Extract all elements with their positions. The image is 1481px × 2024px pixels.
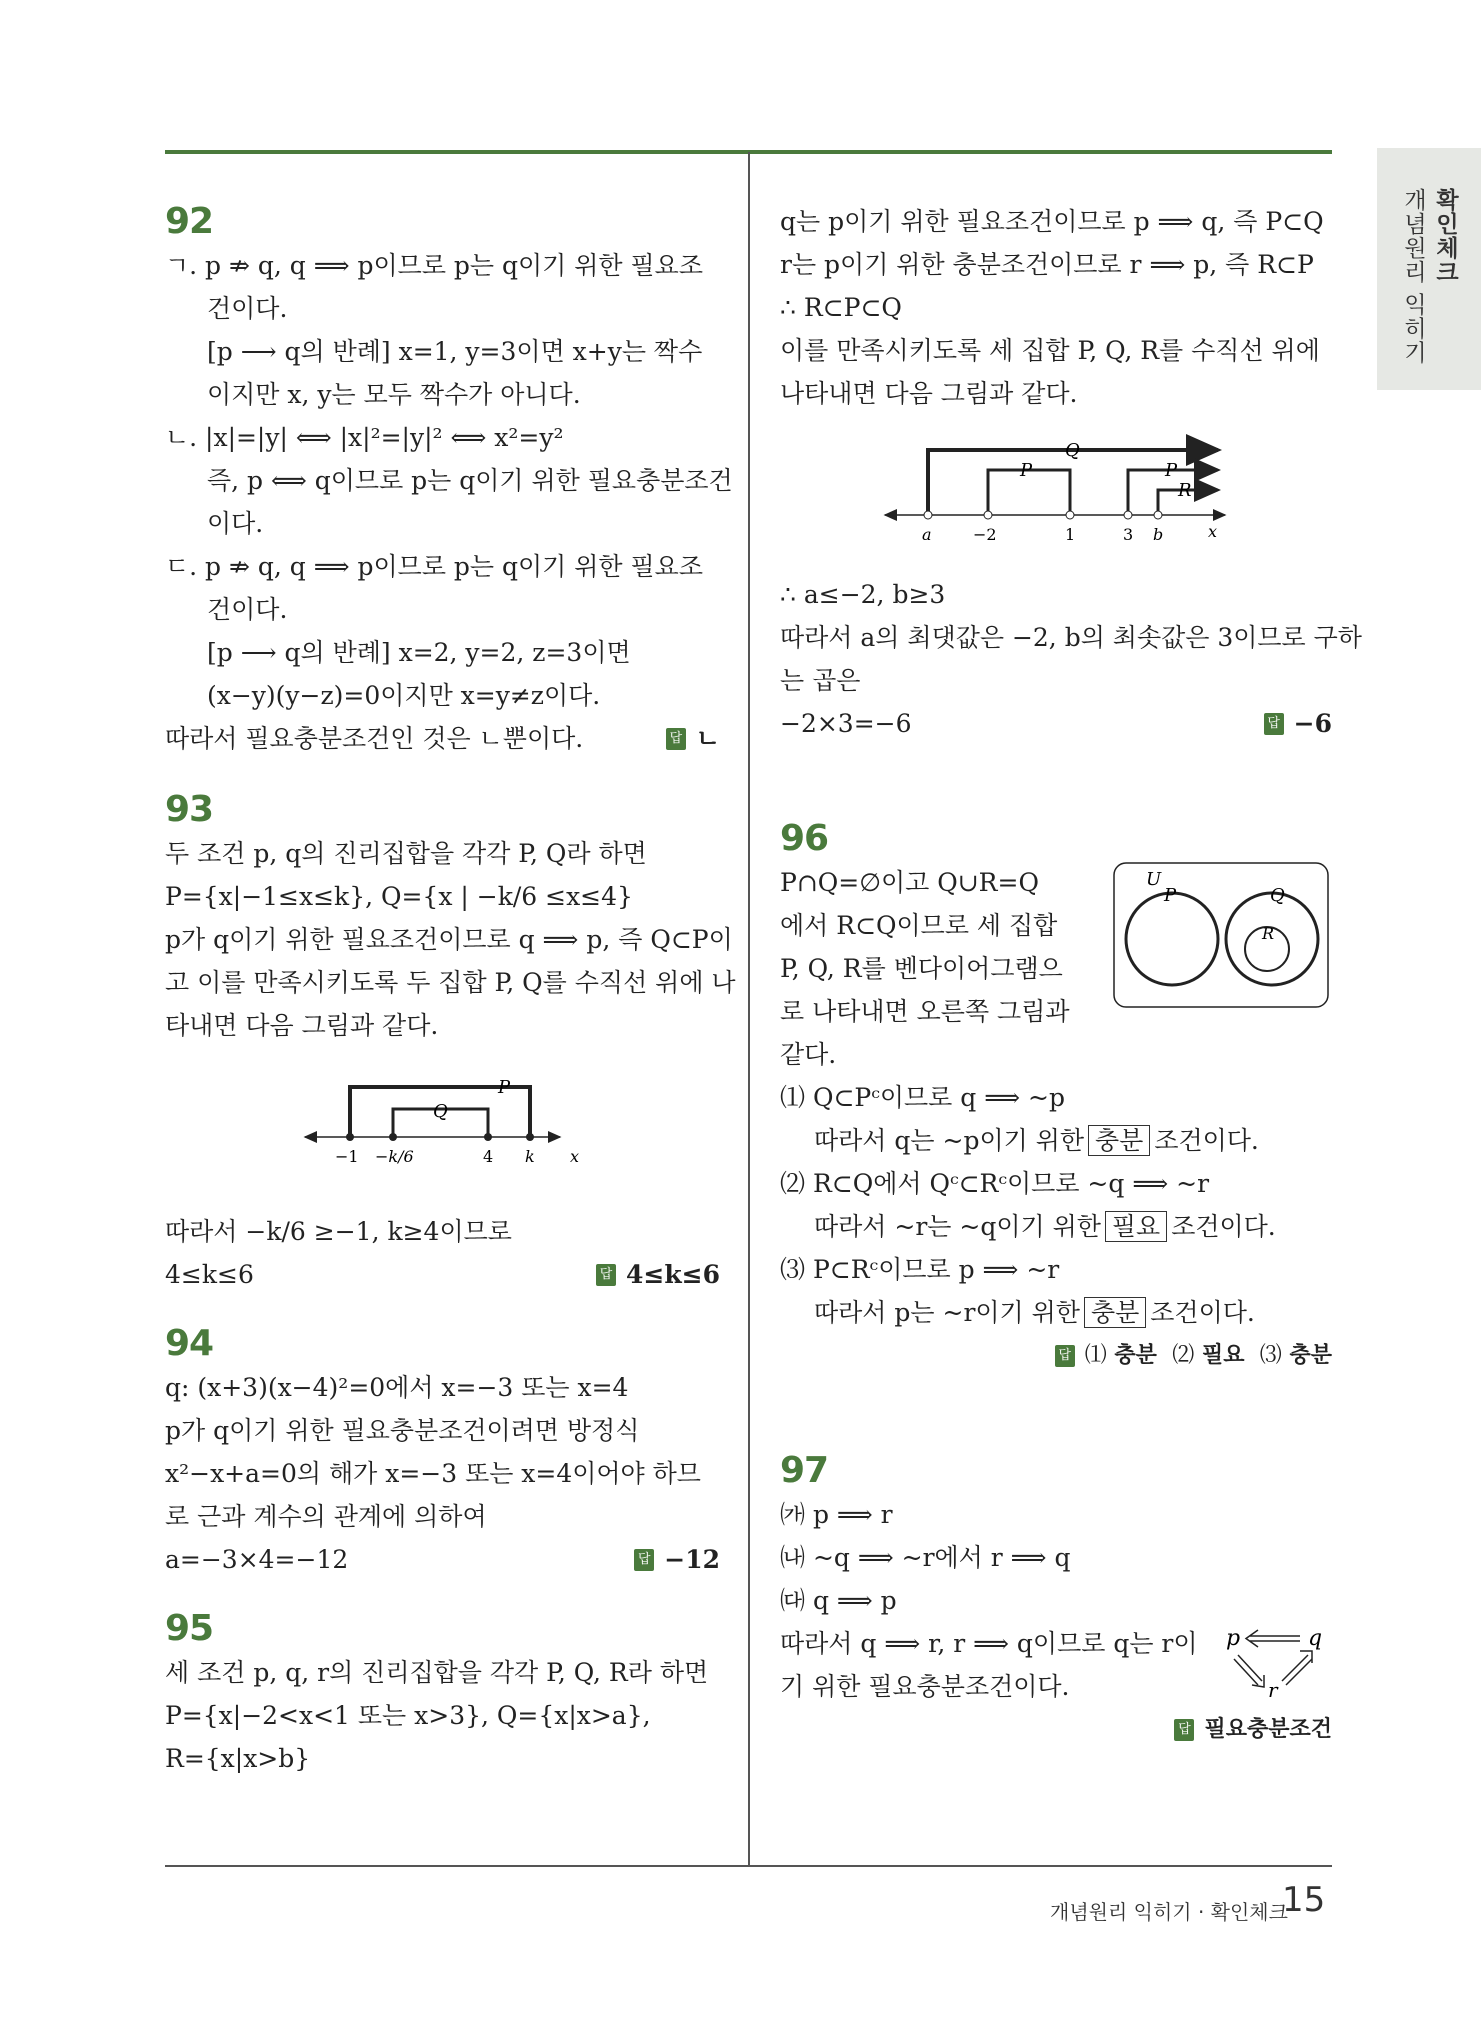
text-line: 건이다. bbox=[207, 294, 288, 323]
text-line: ⑴ Q⊂Pᶜ이므로 q ⟹ ~p bbox=[780, 1083, 1065, 1112]
venn-diagram bbox=[1112, 861, 1332, 1011]
text-line: ㈎ p ⟹ r bbox=[780, 1500, 893, 1529]
answer-value: 필요충분조건 bbox=[1204, 1717, 1332, 1742]
number-line-figure-95 bbox=[780, 415, 1332, 560]
text-line: 같다. bbox=[780, 1040, 837, 1069]
answer-badge: 답 bbox=[634, 1549, 654, 1571]
answer bbox=[1264, 702, 1332, 745]
text-line: ⑵ R⊂Q에서 Qᶜ⊂Rᶜ이므로 ~q ⟹ ~r bbox=[780, 1169, 1210, 1198]
fig-label-Q: Q bbox=[1065, 440, 1080, 461]
tick-label: b bbox=[1153, 525, 1164, 544]
answer-badge: 답 bbox=[1264, 713, 1284, 735]
text-line: [p ⟶ q의 반례] x=2, y=2, z=3이면 bbox=[207, 638, 631, 667]
problem-number: 97 bbox=[780, 1450, 829, 1491]
text-line: ⑶ P⊂Rᶜ이므로 p ⟹ ~r bbox=[780, 1255, 1060, 1284]
text-line: ㈐ q ⟹ p bbox=[780, 1586, 897, 1615]
text-line: 이다. bbox=[207, 509, 264, 538]
section-side-tab bbox=[1377, 148, 1481, 390]
problem-97 bbox=[780, 1449, 1332, 1751]
fig-label-P: P bbox=[498, 1077, 511, 1098]
text-line: 4≤k≤6 bbox=[165, 1260, 254, 1289]
answer bbox=[666, 717, 720, 760]
answer-badge: 답 bbox=[666, 728, 686, 750]
text-line: 타내면 다음 그림과 같다. bbox=[165, 1011, 439, 1040]
text-line: 따라서 −k/6 ≥−1, k≥4이므로 bbox=[165, 1217, 512, 1246]
text-line: 로 근과 계수의 관계에 의하여 bbox=[165, 1502, 487, 1531]
right-column bbox=[780, 200, 1362, 1751]
venn-label-Q: Q bbox=[1270, 885, 1285, 906]
answer-value: 4≤k≤6 bbox=[625, 1260, 720, 1289]
footer-section-title: 개념원리 익히기 · 확인체크 bbox=[1050, 1900, 1288, 1924]
text-line: 이를 만족시키도록 세 집합 P, Q, R를 수직선 위에 bbox=[780, 336, 1320, 365]
diag-q: q bbox=[1308, 1626, 1323, 1651]
text-line: 건이다. bbox=[207, 595, 288, 624]
answer-box: 충분 bbox=[1088, 1125, 1150, 1156]
fig-label-P: P bbox=[1165, 460, 1178, 481]
text-line: 는 곱은 bbox=[780, 666, 861, 695]
problem-number: 95 bbox=[165, 1608, 214, 1649]
answer bbox=[780, 1708, 1332, 1751]
text-line: 두 조건 p, q의 진리집합을 각각 P, Q라 하면 bbox=[165, 839, 647, 868]
text-line: a=−3×4=−12 bbox=[165, 1545, 349, 1574]
problem-95-start bbox=[165, 1607, 720, 1780]
column-divider bbox=[748, 152, 750, 1865]
problem-number: 96 bbox=[780, 818, 829, 859]
text-line: R={x|x>b} bbox=[165, 1744, 311, 1773]
problem-96 bbox=[780, 817, 1332, 1377]
answer-box: 충분 bbox=[1084, 1297, 1146, 1328]
venn-label-P: P bbox=[1164, 885, 1177, 906]
diag-r: r bbox=[1268, 1678, 1278, 1702]
text-line: −2×3=−6 bbox=[780, 709, 912, 738]
answer-badge: 답 bbox=[1174, 1719, 1194, 1741]
text-line: ∴ a≤−2, b≥3 bbox=[780, 580, 946, 609]
text-line: q: (x+3)(x−4)²=0에서 x=−3 또는 x=4 bbox=[165, 1373, 629, 1402]
side-tab-normal: 개념원리 익히기 bbox=[1400, 188, 1426, 365]
tick-label: a bbox=[922, 525, 932, 544]
answer-box: 필요 bbox=[1105, 1211, 1167, 1242]
text-line: 로 나타내면 오른쪽 그림과 bbox=[780, 997, 1070, 1026]
text-line: (x−y)(y−z)=0이지만 x=y≠z이다. bbox=[207, 681, 601, 710]
tick-label: 4 bbox=[483, 1147, 494, 1166]
text-line: p가 q이기 위한 필요조건이므로 q ⟹ p, 즉 Q⊂P이 bbox=[165, 925, 733, 954]
text-line: 이지만 x, y는 모두 짝수가 아니다. bbox=[207, 380, 581, 409]
problem-93 bbox=[165, 788, 736, 1296]
text-line: 따라서 a의 최댓값은 −2, b의 최솟값은 3이므로 구하 bbox=[780, 623, 1362, 652]
text-line: x²−x+a=0의 해가 x=−3 또는 x=4이어야 하므 bbox=[165, 1459, 701, 1488]
text-line: 나타내면 다음 그림과 같다. bbox=[780, 379, 1078, 408]
venn-label-R: R bbox=[1262, 924, 1275, 943]
axis-label: x bbox=[1208, 522, 1218, 541]
venn-label-U: U bbox=[1146, 869, 1162, 890]
tick-label: 3 bbox=[1123, 525, 1134, 544]
text-line: ㄴ. |x|=|y| ⟺ |x|²=|y|² ⟺ x²=y² bbox=[165, 423, 564, 452]
answer-value: ㄴ bbox=[695, 724, 720, 753]
text-line: [p ⟶ q의 반례] x=1, y=3이면 x+y는 짝수 bbox=[207, 337, 703, 366]
answer-value: −6 bbox=[1293, 709, 1332, 738]
text-line: 따라서 q는 ~p이기 위한 충분 조건이다. bbox=[814, 1126, 1259, 1155]
answer bbox=[596, 1253, 720, 1296]
problem-number: 92 bbox=[165, 201, 214, 242]
text-line: q는 p이기 위한 필요조건이므로 p ⟹ q, 즉 P⊂Q bbox=[780, 207, 1324, 236]
text-line: p가 q이기 위한 필요충분조건이려면 방정식 bbox=[165, 1416, 640, 1445]
answer-value: −12 bbox=[664, 1545, 720, 1574]
side-tab-bold: 확인체크 bbox=[1432, 188, 1458, 284]
problem-94 bbox=[165, 1322, 720, 1581]
text-line: 기 위한 필요충분조건이다. bbox=[780, 1672, 1070, 1701]
bottom-rule bbox=[165, 1865, 1332, 1867]
answer bbox=[634, 1538, 720, 1581]
answer-badge: 답 bbox=[1055, 1345, 1075, 1367]
problem-95-continued bbox=[780, 200, 1362, 745]
tick-label: −2 bbox=[973, 525, 997, 544]
text-line: P, Q, R를 벤다이어그램으 bbox=[780, 954, 1063, 983]
left-column bbox=[165, 200, 736, 1780]
page-number: 15 bbox=[1282, 1880, 1326, 1920]
text-line: P∩Q=∅이고 Q∪R=Q bbox=[780, 868, 1039, 897]
text-line: 따라서 q ⟹ r, r ⟹ q이므로 q는 r이 bbox=[780, 1629, 1198, 1658]
tick-label: 1 bbox=[1065, 525, 1076, 544]
text-line: 따라서 p는 ~r이기 위한 충분 조건이다. bbox=[814, 1298, 1255, 1327]
answer: 답 ⑴ 충분 ⑵ 필요 ⑶ 충분 bbox=[780, 1334, 1332, 1377]
answer-badge: 답 bbox=[596, 1264, 616, 1286]
text-line: 세 조건 p, q, r의 진리집합을 각각 P, Q, R라 하면 bbox=[165, 1658, 709, 1687]
problem-number: 93 bbox=[165, 789, 214, 830]
fig-label-Q: Q bbox=[433, 1101, 448, 1122]
problem-92 bbox=[165, 200, 733, 760]
text-line: r는 p이기 위한 충분조건이므로 r ⟹ p, 즉 R⊂P bbox=[780, 250, 1314, 279]
fig-label-P: P bbox=[1020, 460, 1033, 481]
tick-label: −1 bbox=[335, 1147, 359, 1166]
text-line: 따라서 ~r는 ~q이기 위한 필요 조건이다. bbox=[814, 1212, 1276, 1241]
number-line-figure-93 bbox=[165, 1047, 720, 1197]
text-line: ㄱ. p ⇏ q, q ⟹ p이므로 p는 q이기 위한 필요조 bbox=[165, 251, 703, 280]
tick-label: k bbox=[525, 1147, 535, 1166]
text-line: ∴ R⊂P⊂Q bbox=[780, 293, 902, 322]
fig-label-R: R bbox=[1178, 480, 1192, 501]
text-line: ㄷ. p ⇏ q, q ⟹ p이므로 p는 q이기 위한 필요조 bbox=[165, 552, 703, 581]
text-line: 따라서 필요충분조건인 것은 ㄴ뿐이다. bbox=[165, 724, 584, 753]
text-line: ㈏ ~q ⟹ ~r에서 r ⟹ q bbox=[780, 1543, 1071, 1572]
problem-number: 94 bbox=[165, 1323, 214, 1364]
tick-label: −k/6 bbox=[375, 1147, 414, 1166]
text-line: P={x|−2<x<1 또는 x>3}, Q={x|x>a}, bbox=[165, 1701, 651, 1730]
text-line: 즉, p ⟺ q이므로 p는 q이기 위한 필요충분조건 bbox=[207, 466, 733, 495]
implication-diagram bbox=[1222, 1619, 1332, 1709]
diag-p: p bbox=[1226, 1626, 1241, 1651]
axis-label: x bbox=[570, 1147, 580, 1166]
text-line: 에서 R⊂Q이므로 세 집합 bbox=[780, 911, 1058, 940]
text-line: 고 이를 만족시키도록 두 집합 P, Q를 수직선 위에 나 bbox=[165, 968, 736, 997]
text-line: P={x|−1≤x≤k}, Q={x | −k/6 ≤x≤4} bbox=[165, 882, 633, 911]
